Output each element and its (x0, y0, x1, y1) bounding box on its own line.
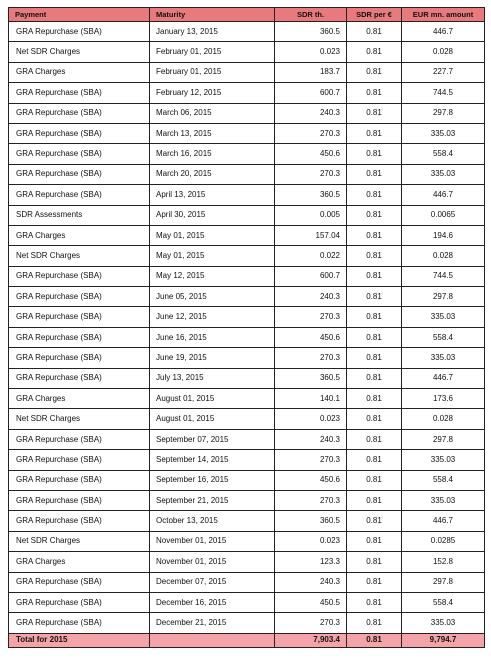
cell-payment: GRA Repurchase (SBA) (9, 368, 150, 388)
cell-eur-amount: 0.0285 (402, 531, 485, 551)
cell-eur-amount: 152.8 (402, 552, 485, 572)
cell-eur-amount: 297.8 (402, 429, 485, 449)
cell-maturity: February 12, 2015 (150, 83, 275, 103)
cell-payment: GRA Charges (9, 389, 150, 409)
cell-sdr-th: 270.3 (275, 613, 347, 633)
cell-eur-amount: 744.5 (402, 83, 485, 103)
cell-sdr-per-eur: 0.81 (347, 552, 402, 572)
cell-maturity: May 01, 2015 (150, 225, 275, 245)
cell-sdr-th: 270.3 (275, 348, 347, 368)
cell-maturity: August 01, 2015 (150, 409, 275, 429)
cell-eur-amount: 446.7 (402, 511, 485, 531)
cell-sdr-per-eur: 0.81 (347, 22, 402, 42)
cell-maturity: August 01, 2015 (150, 389, 275, 409)
table-row (9, 144, 485, 164)
cell-payment: GRA Charges (9, 62, 150, 82)
cell-eur-amount: 0.028 (402, 246, 485, 266)
table-row (9, 450, 485, 470)
cell-payment: GRA Repurchase (SBA) (9, 164, 150, 184)
cell-sdr-per-eur: 0.81 (347, 205, 402, 225)
cell-sdr-th: 240.3 (275, 103, 347, 123)
cell-maturity: March 16, 2015 (150, 144, 275, 164)
table-row (9, 470, 485, 490)
table-row (9, 246, 485, 266)
cell-sdr-per-eur: 0.81 (347, 572, 402, 592)
cell-maturity: October 13, 2015 (150, 511, 275, 531)
table-row (9, 83, 485, 103)
header-eur-mn-amount: EUR mn. amount (402, 8, 485, 22)
cell-payment: GRA Repurchase (SBA) (9, 450, 150, 470)
cell-eur-amount: 446.7 (402, 22, 485, 42)
table-row (9, 511, 485, 531)
cell-eur-amount: 558.4 (402, 592, 485, 612)
cell-maturity: March 20, 2015 (150, 164, 275, 184)
table-header (9, 8, 485, 22)
cell-sdr-per-eur: 0.81 (347, 123, 402, 143)
total-maturity (150, 633, 275, 647)
cell-eur-amount: 335.03 (402, 164, 485, 184)
table-row (9, 552, 485, 572)
cell-eur-amount: 335.03 (402, 348, 485, 368)
cell-eur-amount: 227.7 (402, 62, 485, 82)
cell-maturity: September 07, 2015 (150, 429, 275, 449)
table-row (9, 103, 485, 123)
cell-payment: GRA Repurchase (SBA) (9, 266, 150, 286)
cell-payment: GRA Repurchase (SBA) (9, 490, 150, 510)
cell-maturity: May 12, 2015 (150, 266, 275, 286)
cell-eur-amount: 335.03 (402, 450, 485, 470)
cell-sdr-per-eur: 0.81 (347, 348, 402, 368)
table-row (9, 572, 485, 592)
cell-sdr-th: 270.3 (275, 307, 347, 327)
cell-sdr-per-eur: 0.81 (347, 327, 402, 347)
cell-sdr-th: 360.5 (275, 511, 347, 531)
cell-sdr-per-eur: 0.81 (347, 307, 402, 327)
cell-sdr-per-eur: 0.81 (347, 490, 402, 510)
cell-sdr-th: 157.04 (275, 225, 347, 245)
cell-sdr-per-eur: 0.81 (347, 225, 402, 245)
cell-sdr-th: 240.3 (275, 287, 347, 307)
cell-sdr-th: 240.3 (275, 429, 347, 449)
cell-sdr-th: 600.7 (275, 266, 347, 286)
table-row (9, 62, 485, 82)
cell-sdr-per-eur: 0.81 (347, 266, 402, 286)
table-row (9, 592, 485, 612)
cell-maturity: September 16, 2015 (150, 470, 275, 490)
cell-eur-amount: 173.6 (402, 389, 485, 409)
cell-maturity: December 16, 2015 (150, 592, 275, 612)
table-row (9, 389, 485, 409)
cell-payment: GRA Repurchase (SBA) (9, 429, 150, 449)
cell-maturity: June 05, 2015 (150, 287, 275, 307)
cell-maturity: June 16, 2015 (150, 327, 275, 347)
table-footer (9, 633, 485, 647)
cell-sdr-th: 270.3 (275, 164, 347, 184)
cell-sdr-per-eur: 0.81 (347, 185, 402, 205)
cell-maturity: September 21, 2015 (150, 490, 275, 510)
header-sdr-per-eur: SDR per € (347, 8, 402, 22)
cell-eur-amount: 297.8 (402, 103, 485, 123)
cell-payment: Net SDR Charges (9, 409, 150, 429)
cell-maturity: November 01, 2015 (150, 552, 275, 572)
cell-eur-amount: 0.0065 (402, 205, 485, 225)
cell-sdr-per-eur: 0.81 (347, 450, 402, 470)
cell-eur-amount: 335.03 (402, 307, 485, 327)
cell-sdr-per-eur: 0.81 (347, 103, 402, 123)
table-row (9, 266, 485, 286)
cell-sdr-th: 123.3 (275, 552, 347, 572)
cell-payment: GRA Repurchase (SBA) (9, 123, 150, 143)
payment-schedule-sheet (8, 7, 484, 648)
cell-payment: Net SDR Charges (9, 42, 150, 62)
cell-payment: GRA Repurchase (SBA) (9, 103, 150, 123)
header-sdr-th: SDR th. (275, 8, 347, 22)
table-row (9, 185, 485, 205)
cell-payment: GRA Repurchase (SBA) (9, 511, 150, 531)
cell-sdr-per-eur: 0.81 (347, 246, 402, 266)
cell-payment: GRA Repurchase (SBA) (9, 592, 150, 612)
cell-sdr-per-eur: 0.81 (347, 42, 402, 62)
header-row (9, 8, 485, 22)
cell-maturity: September 14, 2015 (150, 450, 275, 470)
cell-sdr-th: 183.7 (275, 62, 347, 82)
table-row (9, 490, 485, 510)
cell-payment: GRA Repurchase (SBA) (9, 307, 150, 327)
cell-maturity: December 07, 2015 (150, 572, 275, 592)
total-rate: 0.81 (347, 633, 402, 647)
cell-sdr-th: 140.1 (275, 389, 347, 409)
cell-sdr-th: 270.3 (275, 450, 347, 470)
cell-sdr-th: 360.5 (275, 22, 347, 42)
cell-maturity: February 01, 2015 (150, 62, 275, 82)
cell-payment: GRA Repurchase (SBA) (9, 144, 150, 164)
payment-schedule-table (8, 7, 485, 648)
cell-eur-amount: 446.7 (402, 368, 485, 388)
cell-sdr-th: 270.3 (275, 490, 347, 510)
cell-sdr-th: 0.023 (275, 42, 347, 62)
header-maturity: Maturity (150, 8, 275, 22)
cell-eur-amount: 194.6 (402, 225, 485, 245)
cell-maturity: November 01, 2015 (150, 531, 275, 551)
cell-eur-amount: 744.5 (402, 266, 485, 286)
cell-payment: SDR Assessments (9, 205, 150, 225)
cell-eur-amount: 558.4 (402, 144, 485, 164)
cell-payment: Net SDR Charges (9, 246, 150, 266)
cell-maturity: March 13, 2015 (150, 123, 275, 143)
table-row (9, 368, 485, 388)
cell-sdr-th: 0.023 (275, 531, 347, 551)
cell-payment: GRA Repurchase (SBA) (9, 83, 150, 103)
cell-eur-amount: 558.4 (402, 470, 485, 490)
cell-maturity: June 19, 2015 (150, 348, 275, 368)
cell-maturity: May 01, 2015 (150, 246, 275, 266)
table-body (9, 22, 485, 634)
total-label: Total for 2015 (9, 633, 150, 647)
cell-maturity: June 12, 2015 (150, 307, 275, 327)
cell-sdr-th: 450.6 (275, 470, 347, 490)
table-row (9, 348, 485, 368)
table-row (9, 42, 485, 62)
table-row (9, 429, 485, 449)
cell-eur-amount: 446.7 (402, 185, 485, 205)
cell-maturity: March 06, 2015 (150, 103, 275, 123)
total-eur: 9,794.7 (402, 633, 485, 647)
cell-payment: GRA Repurchase (SBA) (9, 185, 150, 205)
cell-sdr-th: 600.7 (275, 83, 347, 103)
cell-payment: GRA Repurchase (SBA) (9, 327, 150, 347)
cell-sdr-per-eur: 0.81 (347, 83, 402, 103)
cell-sdr-per-eur: 0.81 (347, 164, 402, 184)
cell-sdr-per-eur: 0.81 (347, 470, 402, 490)
cell-maturity: January 13, 2015 (150, 22, 275, 42)
cell-sdr-th: 360.5 (275, 368, 347, 388)
table-row (9, 409, 485, 429)
cell-payment: GRA Repurchase (SBA) (9, 22, 150, 42)
total-row (9, 633, 485, 647)
cell-sdr-th: 240.3 (275, 572, 347, 592)
cell-payment: GRA Repurchase (SBA) (9, 572, 150, 592)
header-payment: Payment (9, 8, 150, 22)
cell-eur-amount: 335.03 (402, 123, 485, 143)
cell-eur-amount: 335.03 (402, 490, 485, 510)
table-row (9, 205, 485, 225)
cell-sdr-per-eur: 0.81 (347, 368, 402, 388)
cell-sdr-th: 0.005 (275, 205, 347, 225)
cell-payment: GRA Repurchase (SBA) (9, 348, 150, 368)
cell-sdr-per-eur: 0.81 (347, 429, 402, 449)
cell-sdr-per-eur: 0.81 (347, 144, 402, 164)
table-row (9, 287, 485, 307)
cell-sdr-th: 0.022 (275, 246, 347, 266)
table-row (9, 164, 485, 184)
cell-eur-amount: 0.028 (402, 409, 485, 429)
cell-sdr-per-eur: 0.81 (347, 531, 402, 551)
cell-sdr-per-eur: 0.81 (347, 62, 402, 82)
cell-payment: GRA Repurchase (SBA) (9, 287, 150, 307)
table-row (9, 307, 485, 327)
cell-payment: GRA Charges (9, 225, 150, 245)
cell-sdr-th: 0.023 (275, 409, 347, 429)
cell-maturity: February 01, 2015 (150, 42, 275, 62)
cell-sdr-th: 450.5 (275, 592, 347, 612)
cell-eur-amount: 297.8 (402, 287, 485, 307)
table-row (9, 123, 485, 143)
cell-maturity: December 21, 2015 (150, 613, 275, 633)
cell-eur-amount: 297.8 (402, 572, 485, 592)
cell-payment: GRA Repurchase (SBA) (9, 470, 150, 490)
table-row (9, 22, 485, 42)
total-sdr: 7,903.4 (275, 633, 347, 647)
table-row (9, 613, 485, 633)
cell-sdr-th: 450.6 (275, 144, 347, 164)
cell-sdr-per-eur: 0.81 (347, 613, 402, 633)
cell-maturity: April 30, 2015 (150, 205, 275, 225)
cell-payment: GRA Charges (9, 552, 150, 572)
cell-sdr-th: 360.5 (275, 185, 347, 205)
table-row (9, 225, 485, 245)
cell-sdr-th: 450.6 (275, 327, 347, 347)
cell-sdr-per-eur: 0.81 (347, 511, 402, 531)
cell-payment: Net SDR Charges (9, 531, 150, 551)
cell-maturity: July 13, 2015 (150, 368, 275, 388)
cell-sdr-per-eur: 0.81 (347, 287, 402, 307)
cell-eur-amount: 558.4 (402, 327, 485, 347)
table-row (9, 327, 485, 347)
cell-sdr-per-eur: 0.81 (347, 592, 402, 612)
cell-maturity: April 13, 2015 (150, 185, 275, 205)
cell-sdr-per-eur: 0.81 (347, 389, 402, 409)
cell-payment: GRA Repurchase (SBA) (9, 613, 150, 633)
cell-sdr-per-eur: 0.81 (347, 409, 402, 429)
cell-sdr-th: 270.3 (275, 123, 347, 143)
cell-eur-amount: 0.028 (402, 42, 485, 62)
cell-eur-amount: 335.03 (402, 613, 485, 633)
table-row (9, 531, 485, 551)
